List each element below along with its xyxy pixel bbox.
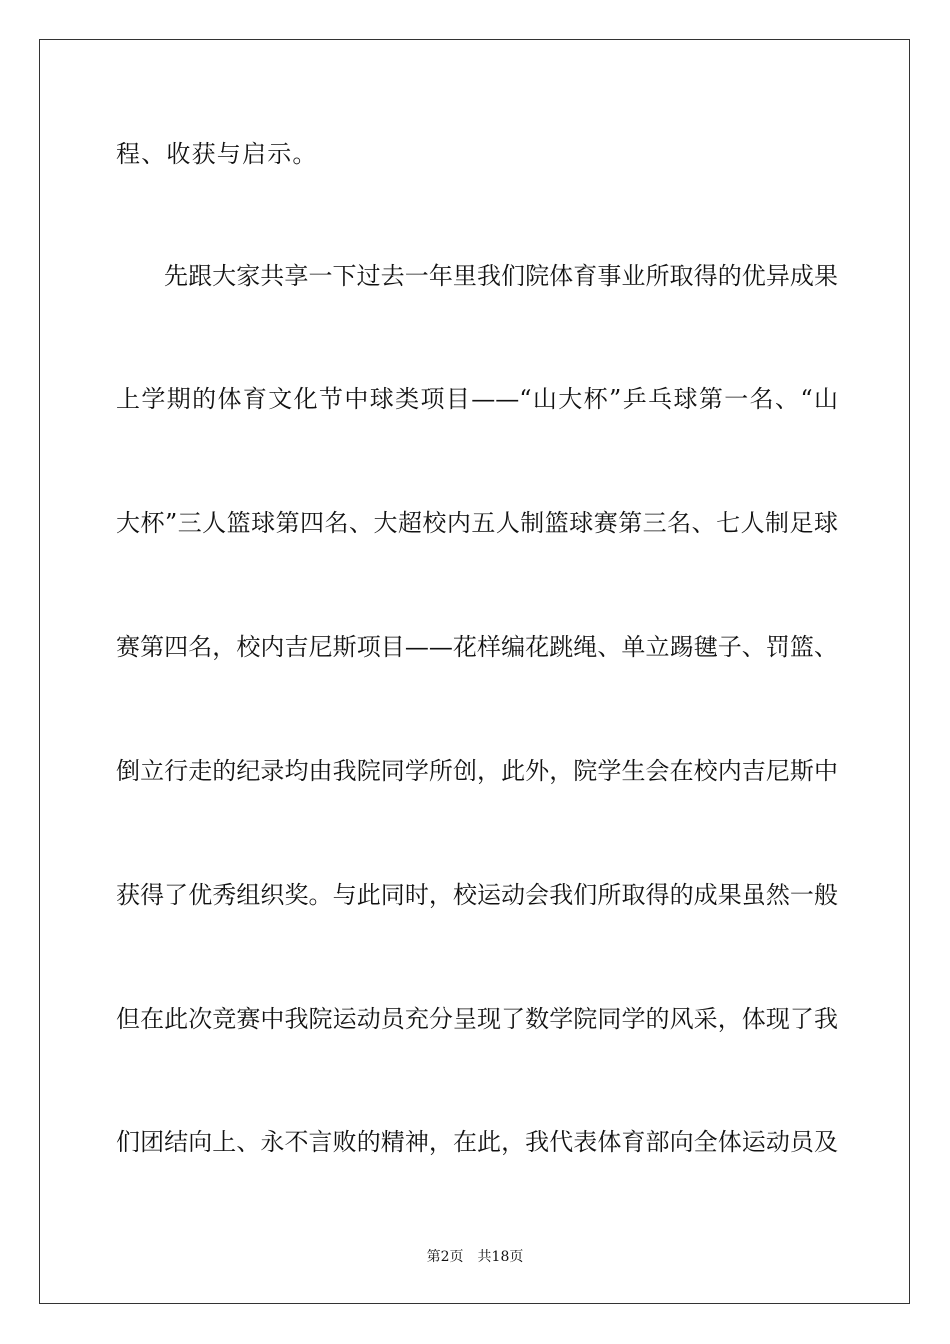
page-border: [39, 39, 910, 1304]
text-line-5: 赛第四名，校内吉尼斯项目——花样编花跳绳、单立踢毽子、罚篮、: [116, 633, 838, 661]
text-line-6: 倒立行走的纪录均由我院同学所创，此外，院学生会在校内吉尼斯中: [116, 757, 838, 785]
text-line-2: 先跟大家共享一下过去一年里我们院体育事业所取得的优异成果: [164, 262, 838, 290]
text-line-9: 们团结向上、永不言败的精神，在此，我代表体育部向全体运动员及: [116, 1128, 838, 1156]
text-line-3: 上学期的体育文化节中球类项目——“山大杯”乒乓球第一名、“山: [116, 385, 838, 413]
text-line-7: 获得了优秀组织奖。与此同时，校运动会我们所取得的成果虽然一般: [116, 881, 838, 909]
text-line-1: 程、收获与启示。: [116, 140, 318, 168]
page-footer: [0, 1248, 950, 1266]
page-number: 第2页: [426, 1249, 464, 1265]
text-line-4: 大杯”三人篮球第四名、大超校内五人制篮球赛第三名、七人制足球: [116, 509, 838, 537]
text-line-8: 但在此次竞赛中我院运动员充分呈现了数学院同学的风采，体现了我: [116, 1005, 838, 1033]
page-total: 共18页: [477, 1249, 524, 1265]
